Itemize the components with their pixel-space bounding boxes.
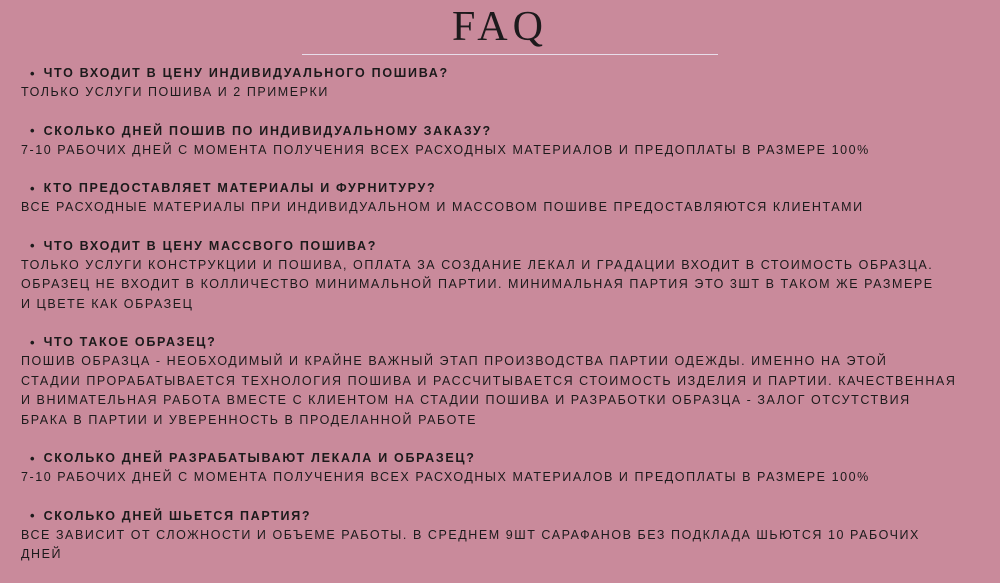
faq-question	[0, 236, 1000, 256]
faq-answer-line: ОБРАЗЕЦ НЕ ВХОДИТ В КОЛЛИЧЕСТВО МИНИМАЛЬНОЙ ПАРТИИ. МИНИМАЛЬНАЯ ПАРТИЯ ЭТО 3ШТ В ТАКОМ ЖЕ РАЗМЕРЕ	[21, 277, 934, 291]
faq-question-text: ЧТО ТАКОЕ ОБРАЗЕЦ?	[43, 335, 217, 349]
faq-question-text: СКОЛЬКО ДНЕЙ ШЬЕТСЯ ПАРТИЯ?	[43, 508, 312, 523]
faq-answer-line: ДНЕЙ	[21, 547, 63, 561]
faq-question	[0, 506, 1000, 526]
faq-question-text: КТО ПРЕДОСТАВЛЯЕТ МАТЕРИАЛЫ И ФУРНИТУРУ?	[43, 181, 437, 195]
faq-question-text: ЧТО ВХОДИТ В ЦЕНУ ИНДИВИДУАЛЬНОГО ПОШИВА?	[43, 66, 449, 80]
faq-item	[0, 332, 1000, 430]
faq-answer-line: И ЦВЕТЕ КАК ОБРАЗЕЦ	[21, 296, 194, 311]
bullet-icon: •	[30, 65, 35, 81]
title-divider	[302, 54, 718, 55]
faq-answer-line: 7-10 РАБОЧИХ ДНЕЙ С МОМЕНТА ПОЛУЧЕНИЯ ВСЕХ РАСХОДНЫХ МАТЕРИАЛОВ И ПРЕДОПЛАТЫ В РАЗМЕРЕ 100%	[21, 470, 870, 484]
faq-answer-line: БРАКА В ПАРТИИ И УВЕРЕННОСТЬ В ПРОДЕЛАННОЙ РАБОТЕ	[21, 412, 477, 427]
faq-item	[0, 63, 1000, 103]
faq-question-text: ЧТО ВХОДИТ В ЦЕНУ МАССВОГО ПОШИВА?	[43, 238, 378, 253]
bullet-icon: •	[30, 238, 35, 253]
faq-question-text: СКОЛЬКО ДНЕЙ РАЗРАБАТЫВАЮТ ЛЕКАЛА И ОБРАЗЕЦ?	[43, 451, 476, 465]
faq-question	[0, 63, 1000, 83]
faq-item	[0, 448, 1000, 488]
faq-item	[0, 178, 1000, 218]
bullet-icon: •	[30, 123, 35, 138]
faq-answer-line: И ВНИМАТЕЛЬНАЯ РАБОТА ВМЕСТЕ С КЛИЕНТОМ НА СТАДИИ ПОШИВА И РАЗРАБОТКИ ОБРАЗЦА - ЗАЛОГ ОТСУТСТВИЯ	[21, 393, 911, 407]
faq-answer-line: СТАДИИ ПРОРАБАТЫВАЕТСЯ ТЕХНОЛОГИЯ ПОШИВА И РАССЧИТЫВАЕТСЯ СТОИМОСТЬ ИЗДЕЛИЯ И ПАРТИИ. КАЧЕСТВЕННАЯ	[21, 373, 957, 388]
bullet-icon: •	[30, 180, 35, 196]
faq-answer-line: ПОШИВ ОБРАЗЦА - НЕОБХОДИМЫЙ И КРАЙНЕ ВАЖНЫЙ ЭТАП ПРОИЗВОДСТВА ПАРТИИ ОДЕЖДЫ. ИМЕННО НА ЭТОЙ	[21, 354, 888, 368]
faq-list	[0, 63, 1000, 583]
faq-answer-line: 7-10 РАБОЧИХ ДНЕЙ С МОМЕНТА ПОЛУЧЕНИЯ ВСЕХ РАСХОДНЫХ МАТЕРИАЛОВ И ПРЕДОПЛАТЫ В РАЗМЕРЕ 100%	[21, 142, 870, 157]
faq-answer-line: ВСЕ РАСХОДНЫЕ МАТЕРИАЛЫ ПРИ ИНДИВИДУАЛЬНОМ И МАССОВОМ ПОШИВЕ ПРЕДОСТАВЛЯЮТСЯ КЛИЕНТАМИ	[21, 200, 864, 214]
page-title: FAQ	[452, 4, 548, 50]
faq-answer-line: ТОЛЬКО УСЛУГИ ПОШИВА И 2 ПРИМЕРКИ	[21, 85, 329, 99]
faq-answer-line: ВСЕ ЗАВИСИТ ОТ СЛОЖНОСТИ И ОБЪЕМЕ РАБОТЫ. В СРЕДНЕМ 9ШТ САРАФАНОВ БЕЗ ПОДКЛАДА ШЬЮТСЯ 10 РАБОЧИХ	[21, 527, 920, 542]
faq-item	[0, 236, 1000, 315]
faq-answer-line: ТОЛЬКО УСЛУГИ КОНСТРУКЦИИ И ПОШИВА, ОПЛАТА ЗА СОЗДАНИЕ ЛЕКАЛ И ГРАДАЦИИ ВХОДИТ В СТОИМОСТЬ ОБРАЗЦА.	[21, 257, 934, 272]
faq-question	[0, 121, 1000, 141]
faq-question	[0, 448, 1000, 468]
faq-question	[0, 332, 1000, 352]
faq-question-text: СКОЛЬКО ДНЕЙ ПОШИВ ПО ИНДИВИДУАЛЬНОМУ ЗАКАЗУ?	[43, 123, 492, 138]
faq-item	[0, 506, 1000, 565]
bullet-icon: •	[30, 450, 35, 466]
faq-item	[0, 121, 1000, 161]
bullet-icon: •	[30, 508, 35, 523]
bullet-icon: •	[30, 334, 35, 350]
faq-question	[0, 178, 1000, 198]
